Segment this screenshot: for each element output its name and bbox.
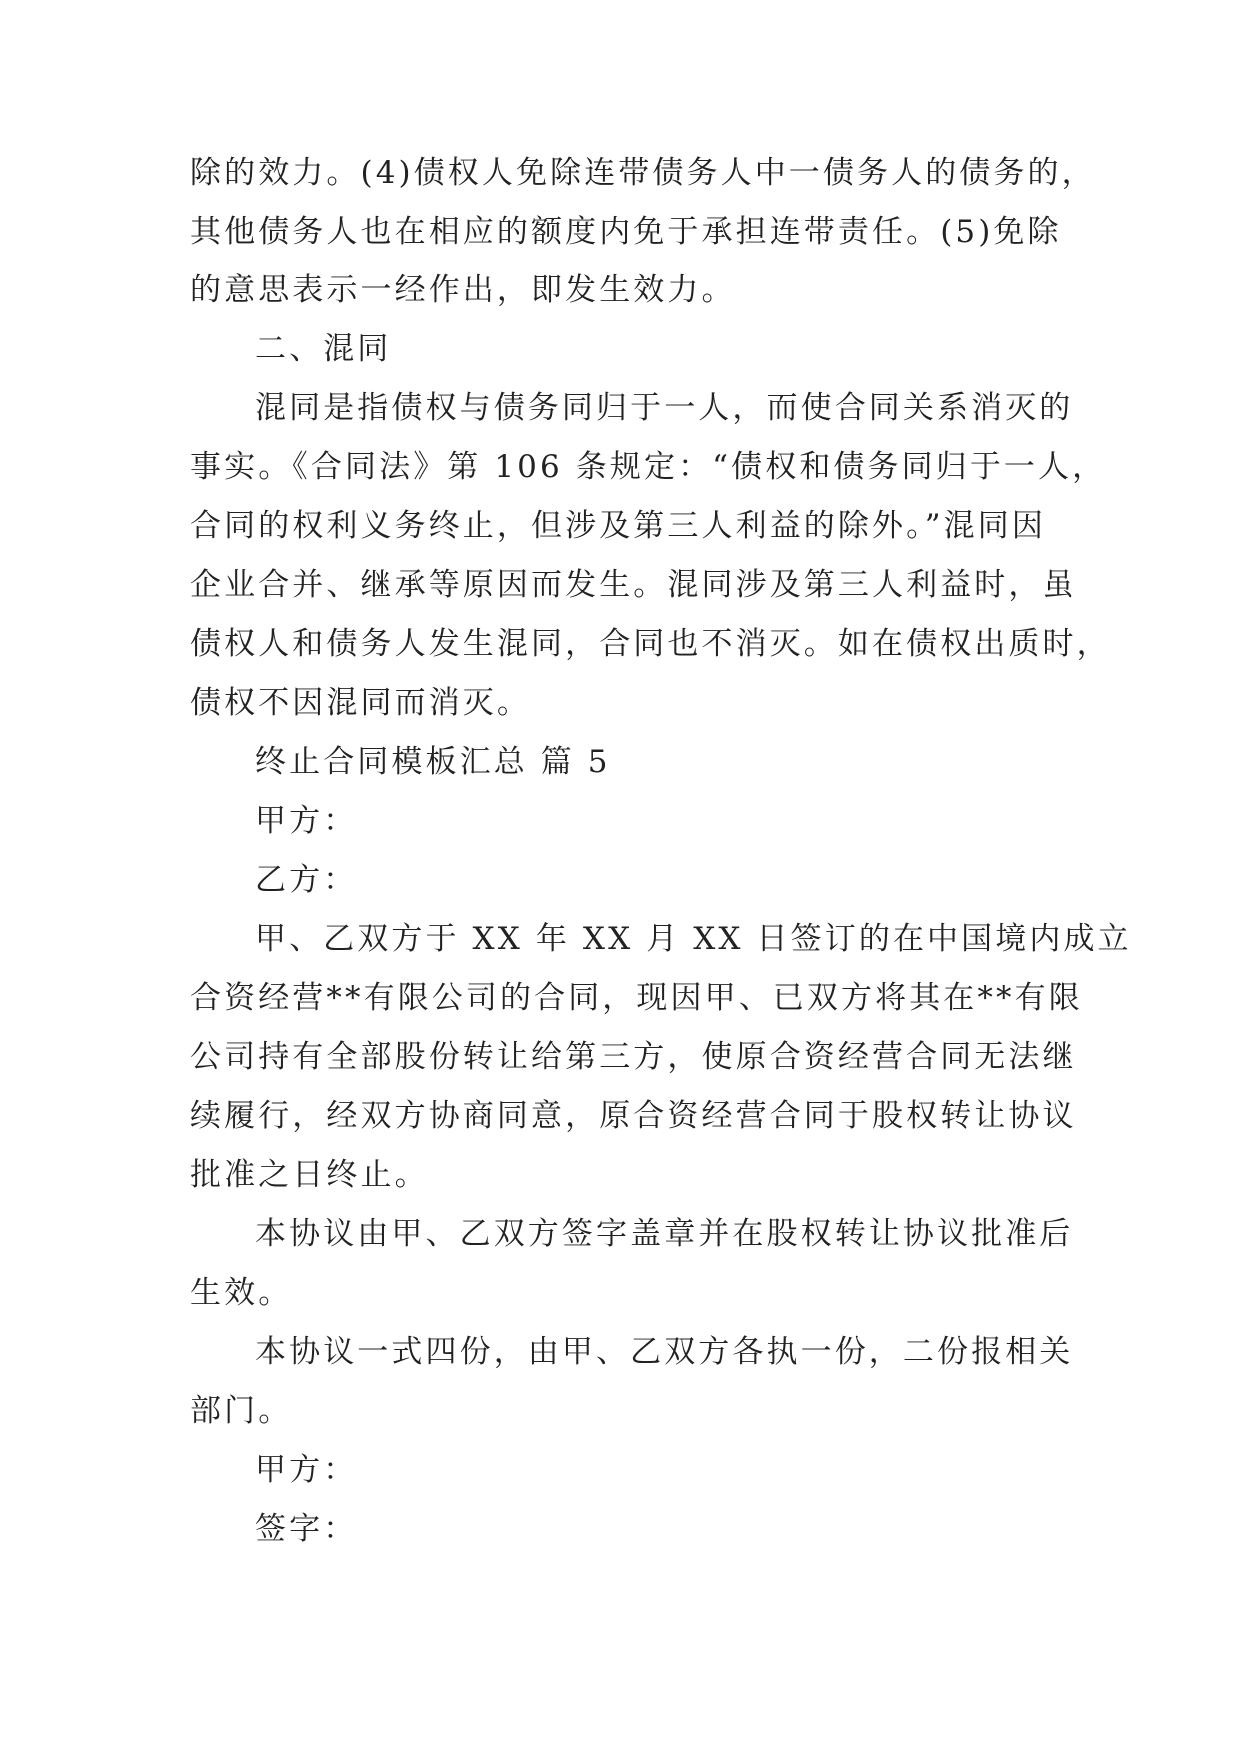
text-line: 债权不因混同而消灭。 xyxy=(190,685,531,721)
section-heading: 二、混同 xyxy=(255,331,392,367)
signature-label: 签字： xyxy=(255,1511,358,1547)
text-line: 债权人和债务人发生混同，合同也不消灭。如在债权出质时， xyxy=(190,626,1111,662)
text-line: 混同是指债权与债务同归于一人，而使合同关系消灭的 xyxy=(255,390,1074,426)
text-line: 的意思表示一经作出，即发生效力。 xyxy=(190,272,736,308)
text-line: 企业合并、继承等原因而发生。混同涉及第三人利益时，虽 xyxy=(190,567,1077,603)
party-a-signature-label: 甲方： xyxy=(255,1452,358,1488)
text-line: 公司持有全部股份转让给第三方，使原合资经营合同无法继 xyxy=(190,1039,1077,1075)
party-a-label: 甲方： xyxy=(255,803,358,839)
text-line: 其他债务人也在相应的额度内免于承担连带责任。(5)免除 xyxy=(190,214,1062,250)
text-line: 批准之日终止。 xyxy=(190,1157,429,1193)
text-line: 续履行，经双方协商同意，原合资经营合同于股权转让协议 xyxy=(190,1098,1077,1134)
text-line: 除的效力。(4)债权人免除连带债务人中一债务人的债务的， xyxy=(190,155,1096,191)
text-line: 事实。《合同法》第 106 条规定：“债权和债务同归于一人， xyxy=(190,449,1107,485)
text-line: 合资经营**有限公司的合同，现因甲、已双方将其在**有限 xyxy=(190,980,1083,1016)
text-line: 合同的权利义务终止，但涉及第三人利益的除外。”混同因 xyxy=(190,508,1046,544)
section-title: 终止合同模板汇总 篇 5 xyxy=(255,744,611,780)
text-line: 本协议由甲、乙双方签字盖章并在股权转让协议批准后 xyxy=(255,1216,1074,1252)
party-b-label: 乙方： xyxy=(255,862,358,898)
text-line: 本协议一式四份，由甲、乙双方各执一份，二份报相关 xyxy=(255,1334,1074,1370)
text-line: 部门。 xyxy=(190,1393,293,1429)
text-line: 生效。 xyxy=(190,1275,293,1311)
text-line: 甲、乙双方于 XX 年 XX 月 XX 日签订的在中国境内成立 xyxy=(255,921,1132,957)
